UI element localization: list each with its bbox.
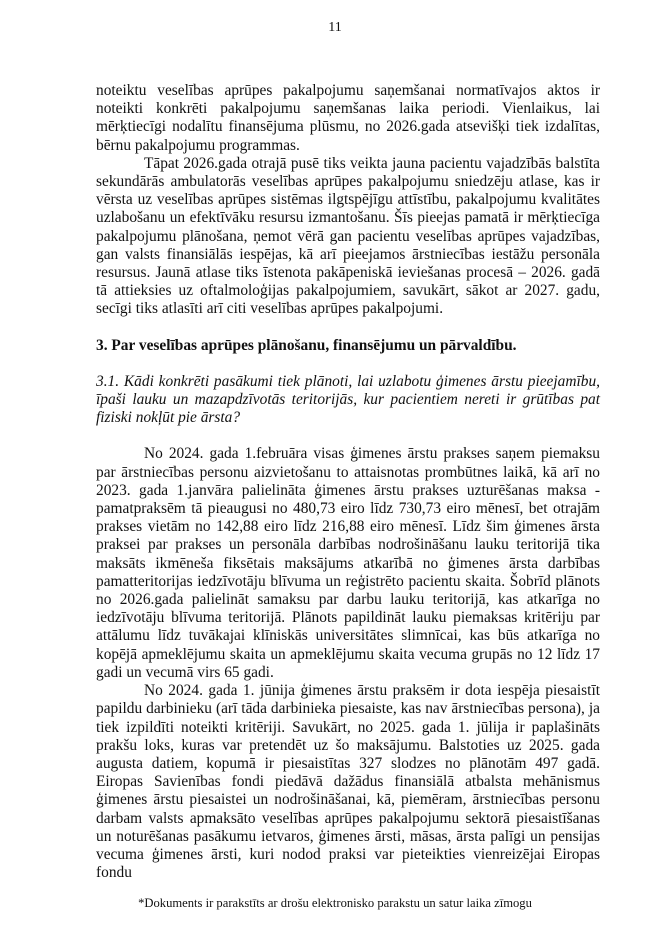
paragraph-selection-process: Tāpat 2026.gada otrajā pusē tiks veikta jauna pacientu vajadzībās balstīta sekundārās ambulatorās veselības aprūpes pakalpojumu sniedzēju atlase, kas ir vērsta uz veselības aprūpes sistēmas ilgtspējīgu attīstību, pakalpojumu kvalitātes uzlabošanu un efektīvāku resursu izmantošanu. Šīs pieejas pamatā ir mērķtiecīga pakalpojumu plānošana, ņemot vērā gan pacientu veselības aprūpes vajadzības, gan valsts finansiālās iespējas, kā arī pieejamos ārstniecības iestāžu personāla resursus. Jaunā atlase tiks īstenota pakāpeniskā ieviešanas procesā – 2026. gadā tā attieksies uz oftalmoloģijas pakalpojumiem, savukārt, sākot ar 2027. gadu, secīgi tiks atlasīti arī citi veselības aprūpes pakalpojumi.	[96, 154, 600, 318]
question-text: 3.1. Kādi konkrēti pasākumi tiek plānoti, lai uzlabotu ģimenes ārstu pieejamību, īpaši lauku un mazapdzīvotās teritorijās, kur pacientiem nereti ir grūtības pat fiziski nokļūt pie ārsta?	[96, 372, 600, 427]
paragraph-staffing: No 2024. gada 1. jūnija ģimenes ārstu praksēm ir dota iespēja piesaistīt papildu darbinieku (arī tāda darbinieka piesaiste, kas nav ārstniecības persona), ja tiek izpildīti noteikti kritēriji. Savukārt, no 2025. gada 1. jūlija ir paplašināts prakšu loks, kuras var pretendēt uz šo maksājumu. Balstoties uz 2025. gada augusta datiem, kopumā ir piesaistītas 327 slodzes no plānotām 497 gadā. Eiropas Savienības fondi piedāvā dažādus finansiālā atbalsta mehānismus ģimenes ārstu piesaistei un nodrošināšanai, kā, piemēram, ārstniecības personu darbam valsts apmaksāto veselības aprūpes pakalpojumu sektorā piesaistīšanas un noturēšanas pasākumu ietvaros, ģimenes ārsti, māsas, ārsta palīgi un pensijas vecuma ģimenes ārsti, kuri nodod praksi var pieteikties vienreizējai Eiropas fondu	[96, 682, 600, 882]
signature-footnote: *Dokuments ir parakstīts ar drošu elektronisko parakstu un satur laika zīmogu	[138, 896, 532, 910]
paragraph-payments: No 2024. gada 1.februāra visas ģimenes ārstu prakses saņem piemaksu par ārstniecības personu aizvietošanu to attaisnotas prombūtnes laikā, kā arī no 2023. gada 1.janvāra palielināta ģimenes ārstu prakses uzturēšanas maksa - pamatpraksēm tā pieaugusi no 480,73 eiro līdz 730,73 eiro mēnesī, bet otrajām prakses vietām no 142,88 eiro līdz 216,88 eiro mēnesī. Līdz šim ģimenes ārsta praksei par prakses un personāla darbības nodrošināšanu lauku teritorijā tika maksāts ikmēneša fiksētais maksājums atkarībā no ģimenes ārsta darbības pamatteritorijas iedzīvotāju blīvuma un reģistrēto pacientu skaita. Šobrīd plānots no 2026.gada palielināt samaksu par darbu lauku teritorijā, kas atkarīga no iedzīvotāju blīvuma teritorijā. Plānots papildināt lauku piemaksas kritēriju par attālumu līdz tuvākajai klīniskās universitātes slimnīcai, kas būs atkarīga no kopējā apmeklējumu skaita un apmeklējumu skaita vecuma grupās no 12 līdz 17 gadi un vecumā virs 65 gadi.	[96, 445, 600, 681]
page-number: 11	[328, 20, 342, 35]
section-heading: 3. Par veselības aprūpes plānošanu, finansējumu un pārvaldību.	[96, 336, 517, 354]
document-body	[96, 82, 600, 882]
paragraph-continuation: noteiktu veselības aprūpes pakalpojumu saņemšanai normatīvajos aktos ir noteikti konkrēti pakalpojumu saņemšanas laika periodi. Vienlaikus, lai mērķtiecīgi nodalītu finansējuma plūsmu, no 2026.gada atsevišķi tiek izdalītas, bērnu pakalpojumu programmas.	[96, 82, 600, 154]
